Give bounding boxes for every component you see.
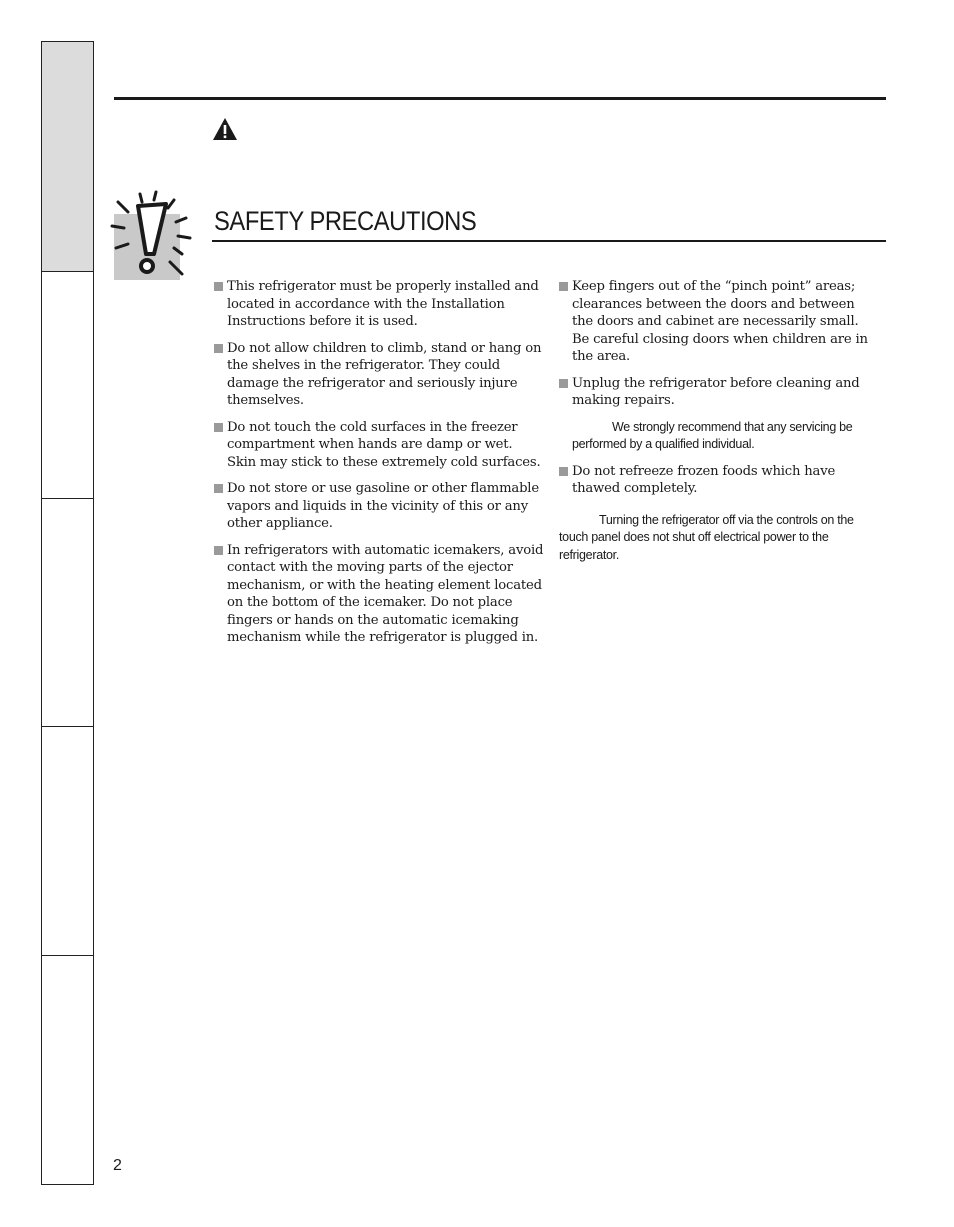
servicing-note (559, 419, 879, 454)
title-rule (212, 240, 886, 242)
bullet-square-icon (214, 546, 223, 555)
bullet-square-icon (214, 344, 223, 353)
bullet-square-icon (559, 282, 568, 291)
side-tab-section-operating (42, 272, 93, 499)
side-tab-section-installation (42, 499, 93, 727)
right-column (559, 278, 879, 573)
bullet-square-icon (559, 379, 568, 388)
bullet-text: Do not allow children to climb, stand or hang on the shelves in the refrigerator. They could damage the refrigerator and seriously injure themselves. (227, 340, 542, 408)
side-tab-section-safety (42, 42, 93, 272)
top-rule (114, 97, 886, 100)
warning-triangle-icon (212, 117, 238, 141)
left-column (214, 278, 544, 656)
bullet-item (559, 375, 879, 410)
bullet-text: Do not refreeze frozen foods which have thawed completely. (572, 463, 836, 496)
bullet-text: Unplug the refrigerator before cleaning and making repairs. (572, 375, 860, 408)
bullet-text: In refrigerators with automatic icemakers, avoid contact with the moving parts of the ejector mechanism, or with the heating element located on the bottom of the icemaker. Do not place fingers or hands on the automatic icemaking mechanism while the refrigerator is plugged in. (227, 542, 544, 645)
side-tab-section-consumer-support (42, 956, 93, 1184)
servicing-note-text: We strongly recommend that any servicing be performed by a qualified individual. (572, 419, 853, 451)
bullet-text: This refrigerator must be properly installed and located in accordance with the Installation Instructions before it is used. (227, 279, 539, 329)
bullet-item (559, 278, 879, 366)
power-note (559, 512, 879, 565)
bullet-item (559, 463, 879, 498)
power-note-text: Turning the refrigerator off via the controls on the touch panel does not shut off electrical power to the refrigerator. (559, 512, 854, 562)
bullet-square-icon (214, 423, 223, 432)
bullet-square-icon (214, 282, 223, 291)
bullet-text: Do not store or use gasoline or other flammable vapors and liquids in the vicinity of this or any other appliance. (227, 481, 539, 531)
bullet-square-icon (214, 484, 223, 493)
page-number: 2 (113, 1157, 122, 1174)
bullet-text: Do not touch the cold surfaces in the freezer compartment when hands are damp or wet. Skin may stick to these extremely cold surfaces. (227, 419, 541, 470)
bullet-item (214, 340, 544, 410)
bullet-square-icon (559, 467, 568, 476)
bullet-item (214, 419, 544, 472)
bullet-item (214, 480, 544, 533)
bullet-text: Keep fingers out of the “pinch point” areas; clearances between the doors and between the doors and cabinet are necessarily small. Be careful closing doors when children are in the area. (572, 279, 868, 364)
bullet-item (214, 278, 544, 331)
side-tab-section-troubleshooting (42, 727, 93, 956)
bullet-item (214, 542, 544, 647)
section-title: SAFETY PRECAUTIONS (214, 206, 477, 236)
exclamation-burst-icon (108, 190, 192, 282)
side-tab-strip (41, 41, 94, 1185)
